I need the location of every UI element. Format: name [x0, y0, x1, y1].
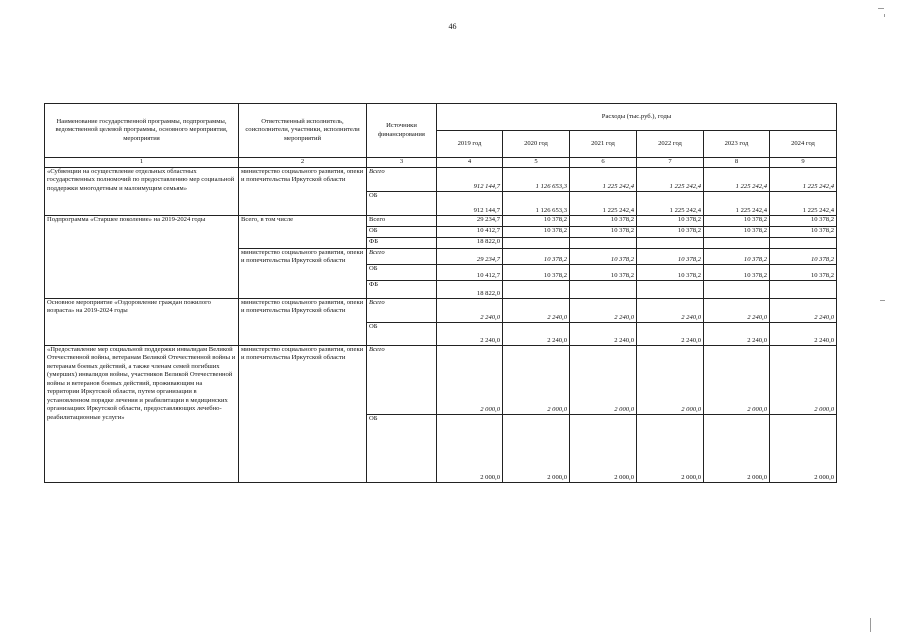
- header-year: 2023 год: [704, 131, 770, 158]
- header-executor: Ответственный исполнитель, соисполнители, участники, исполнители мероприятий: [239, 104, 367, 158]
- header-expenses: Расходы (тыс.руб.), годы: [437, 104, 837, 131]
- value-cell: 2 000,0: [437, 346, 503, 415]
- header-year: 2019 год: [437, 131, 503, 158]
- scan-mark: [870, 618, 871, 632]
- header-year: 2024 год: [770, 131, 837, 158]
- value-cell: 10 378,2: [770, 265, 837, 281]
- value-cell: 2 000,0: [503, 346, 570, 415]
- value-cell: 1 225 242,4: [570, 192, 637, 216]
- source-cell: ФБ: [367, 281, 437, 299]
- value-cell: 10 378,2: [570, 249, 637, 265]
- value-cell: 29 234,7: [437, 216, 503, 227]
- value-cell: 10 378,2: [704, 227, 770, 238]
- value-cell: 10 378,2: [503, 265, 570, 281]
- budget-table: [44, 103, 837, 483]
- value-cell: 10 378,2: [503, 216, 570, 227]
- value-cell: 2 000,0: [570, 415, 637, 483]
- table-row: [45, 299, 837, 323]
- row-executor: министерство социального развития, опеки и попечительства Иркутской области: [239, 249, 367, 299]
- value-cell: 2 240,0: [503, 323, 570, 346]
- source-cell: ОБ: [367, 323, 437, 346]
- value-cell: [704, 281, 770, 299]
- row-name: «Предоставление мер социальной поддержки инвалидам Великой Отечественной войны, ветеранам Великой Отечественной войны и ветеранам боевых действий, а также членам семей погибших (умерших) инвалидов войны, участников Великой Отечественной войны и ветеранов боевых действий, проживающим на территории Иркутской области, путем организации в установленном порядке лечения и реабилитации в медицинских организациях Иркутской области, предоставляющих лечебно-реабилитационные услуги»: [45, 346, 239, 483]
- value-cell: 2 000,0: [770, 415, 837, 483]
- header-year: 2021 год: [570, 131, 637, 158]
- value-cell: 2 240,0: [437, 323, 503, 346]
- table-row: [45, 216, 837, 227]
- value-cell: 10 378,2: [770, 227, 837, 238]
- scan-mark: [878, 8, 884, 9]
- scan-mark: [880, 300, 885, 301]
- column-number: 8: [704, 158, 770, 168]
- value-cell: 10 378,2: [637, 227, 704, 238]
- column-number: 6: [570, 158, 637, 168]
- value-cell: 912 144,7: [437, 192, 503, 216]
- value-cell: 10 412,7: [437, 227, 503, 238]
- value-cell: 2 240,0: [704, 299, 770, 323]
- source-cell: ФБ: [367, 238, 437, 249]
- source-cell: Всего: [367, 216, 437, 227]
- header-row: [45, 104, 837, 131]
- value-cell: [570, 238, 637, 249]
- column-number: 1: [45, 158, 239, 168]
- column-number: 4: [437, 158, 503, 168]
- value-cell: [637, 281, 704, 299]
- value-cell: 10 378,2: [637, 216, 704, 227]
- value-cell: 2 240,0: [770, 323, 837, 346]
- value-cell: 2 240,0: [437, 299, 503, 323]
- value-cell: [637, 238, 704, 249]
- value-cell: 10 378,2: [704, 216, 770, 227]
- value-cell: 10 378,2: [770, 249, 837, 265]
- column-number-row: [45, 158, 837, 168]
- value-cell: [770, 281, 837, 299]
- value-cell: 18 822,0: [437, 281, 503, 299]
- value-cell: [704, 238, 770, 249]
- value-cell: 2 240,0: [637, 323, 704, 346]
- value-cell: 1 225 242,4: [637, 192, 704, 216]
- value-cell: 2 000,0: [704, 415, 770, 483]
- value-cell: 1 225 242,4: [637, 168, 704, 192]
- header-year: 2020 год: [503, 131, 570, 158]
- scan-mark: [884, 14, 885, 17]
- value-cell: 1 225 242,4: [704, 192, 770, 216]
- value-cell: [770, 238, 837, 249]
- row-name: «Субвенции на осуществление отдельных областных государственных полномочий по предоставлению мер социальной поддержки многодетным и малоимущим семьям»: [45, 168, 239, 216]
- column-number: 3: [367, 158, 437, 168]
- value-cell: 10 378,2: [570, 216, 637, 227]
- value-cell: 2 240,0: [704, 323, 770, 346]
- value-cell: 2 000,0: [770, 346, 837, 415]
- value-cell: 10 378,2: [704, 249, 770, 265]
- value-cell: 2 000,0: [637, 346, 704, 415]
- value-cell: 2 240,0: [503, 299, 570, 323]
- value-cell: 10 378,2: [503, 249, 570, 265]
- value-cell: 2 240,0: [570, 299, 637, 323]
- value-cell: 2 000,0: [704, 346, 770, 415]
- value-cell: 2 000,0: [570, 346, 637, 415]
- value-cell: 1 225 242,4: [770, 192, 837, 216]
- row-executor: министерство социального развития, опеки и попечительства Иркутской области: [239, 346, 367, 483]
- value-cell: [570, 281, 637, 299]
- value-cell: 1 225 242,4: [770, 168, 837, 192]
- value-cell: 2 240,0: [770, 299, 837, 323]
- value-cell: 2 000,0: [503, 415, 570, 483]
- header-source: Источники финансирования: [367, 104, 437, 158]
- column-number: 7: [637, 158, 704, 168]
- value-cell: 10 378,2: [637, 265, 704, 281]
- row-executor: министерство социального развития, опеки и попечительства Иркутской области: [239, 299, 367, 346]
- value-cell: 29 234,7: [437, 249, 503, 265]
- header-year: 2022 год: [637, 131, 704, 158]
- row-name: Подпрограмма «Старшее поколение» на 2019-2024 годы: [45, 216, 239, 299]
- source-cell: ОБ: [367, 415, 437, 483]
- source-cell: Всего: [367, 299, 437, 323]
- value-cell: 1 126 653,3: [503, 168, 570, 192]
- value-cell: 10 378,2: [570, 227, 637, 238]
- column-number: 5: [503, 158, 570, 168]
- table-row: [45, 168, 837, 192]
- value-cell: 912 144,7: [437, 168, 503, 192]
- source-cell: Всего: [367, 346, 437, 415]
- value-cell: 1 225 242,4: [570, 168, 637, 192]
- value-cell: [503, 238, 570, 249]
- value-cell: 2 000,0: [437, 415, 503, 483]
- value-cell: 2 000,0: [637, 415, 704, 483]
- header-name: Наименование государственной программы, подпрограммы, ведомственной целевой программы, основного мероприятия, мероприятия: [45, 104, 239, 158]
- value-cell: [503, 281, 570, 299]
- row-name: Основное мероприятие «Оздоровление граждан пожилого возраста» на 2019-2024 годы: [45, 299, 239, 346]
- source-cell: ОБ: [367, 192, 437, 216]
- value-cell: 2 240,0: [637, 299, 704, 323]
- source-cell: Всего: [367, 249, 437, 265]
- page-number: 46: [448, 22, 457, 31]
- source-cell: ОБ: [367, 227, 437, 238]
- row-executor: министерство социального развития, опеки и попечительства Иркутской области: [239, 168, 367, 216]
- table-row: [45, 346, 837, 415]
- source-cell: ОБ: [367, 265, 437, 281]
- value-cell: 10 378,2: [570, 265, 637, 281]
- value-cell: 10 378,2: [637, 249, 704, 265]
- value-cell: 1 225 242,4: [704, 168, 770, 192]
- column-number: 9: [770, 158, 837, 168]
- value-cell: 10 378,2: [770, 216, 837, 227]
- column-number: 2: [239, 158, 367, 168]
- value-cell: 10 378,2: [704, 265, 770, 281]
- source-cell: Всего: [367, 168, 437, 192]
- value-cell: 1 126 653,3: [503, 192, 570, 216]
- value-cell: 10 412,7: [437, 265, 503, 281]
- value-cell: 10 378,2: [503, 227, 570, 238]
- value-cell: 18 822,0: [437, 238, 503, 249]
- row-executor: Всего, в том числе: [239, 216, 367, 249]
- value-cell: 2 240,0: [570, 323, 637, 346]
